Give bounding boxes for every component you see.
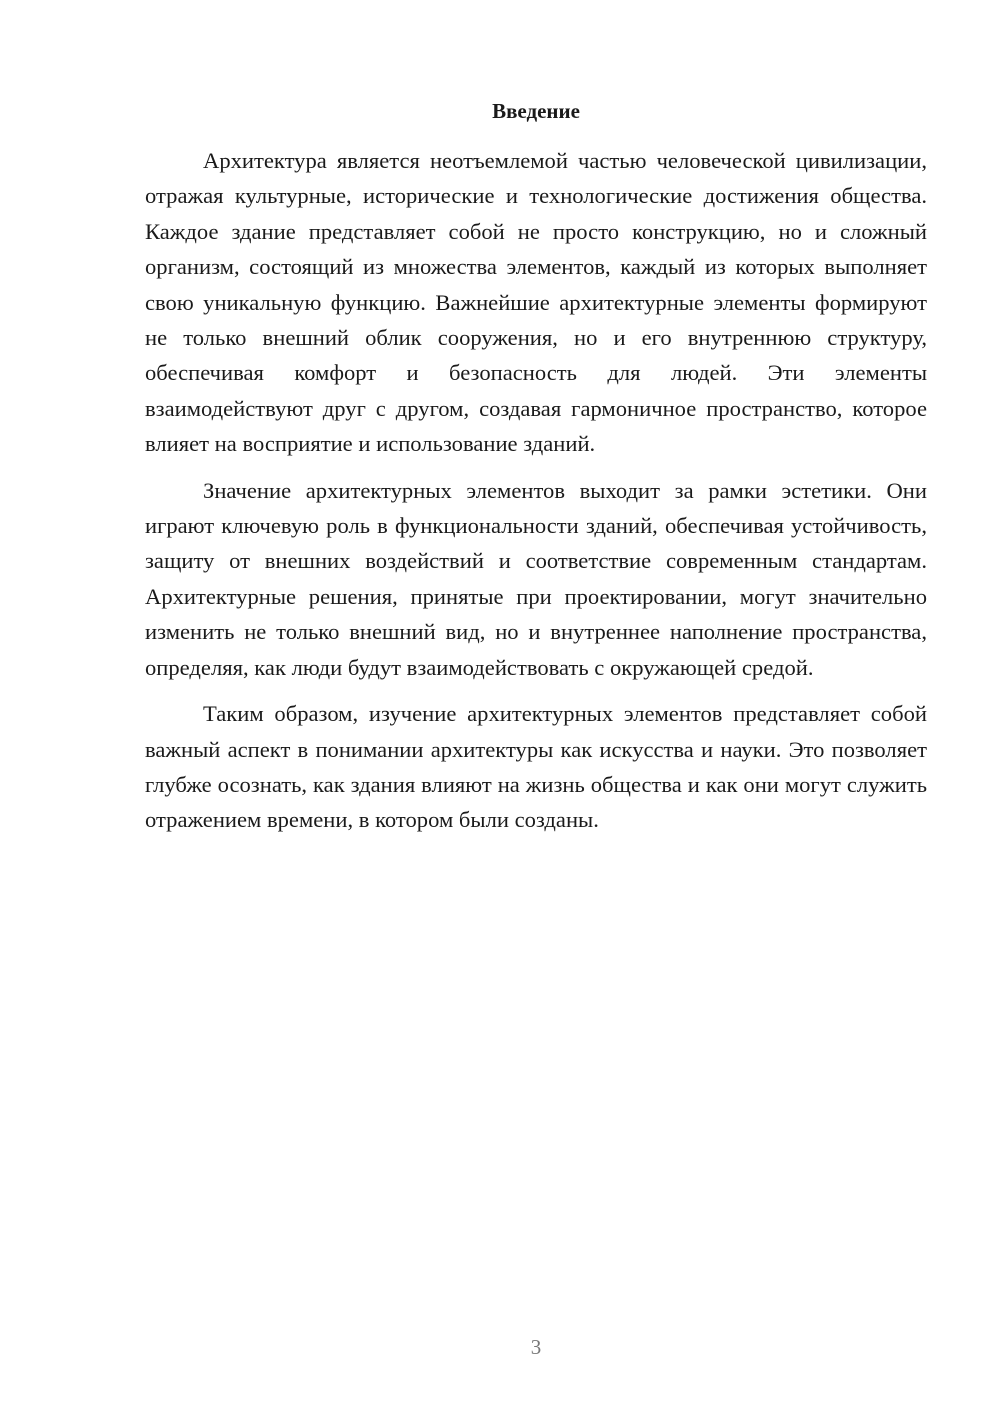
- paragraph-2: Значение архитектурных элементов выходит за рамки эстетики. Они играют ключевую роль в функциональности зданий, обеспечивая устойчивость, защиту от внешних воздействий и соответствие современным стандартам. Архитектурные решения, принятые при проектировании, могут значительно изменить не только внешний вид, но и внутреннее наполнение пространства, определяя, как люди будут взаимодействовать с окружающей средой.: [145, 477, 927, 680]
- paragraph-3: Таким образом, изучение архитектурных элементов представляет собой важный аспект в понимании архитектуры как искусства и науки. Это позволяет глубже осознать, как здания влияют на жизнь общества и как они могут служить отражением времени, в котором были созданы.: [145, 701, 927, 833]
- body-text: [145, 143, 927, 849]
- section-heading: Введение: [492, 99, 580, 123]
- paragraph-1: Архитектура является неотъемлемой частью человеческой цивилизации, отражая культурные, исторические и технологические достижения общества. Каждое здание представляет собой не просто конструкцию, но и сложный организм, состоящий из множества элементов, каждый из которых выполняет свою уникальную функцию. Важнейшие архитектурные элементы формируют не только внешний облик сооружения, но и его внутреннюю структуру, обеспечивая комфорт и безопасность для людей. Эти элементы взаимодействуют друг с другом, создавая гармоничное пространство, которое влияет на восприятие и использование зданий.: [145, 148, 927, 457]
- page-number: 3: [530, 1335, 542, 1359]
